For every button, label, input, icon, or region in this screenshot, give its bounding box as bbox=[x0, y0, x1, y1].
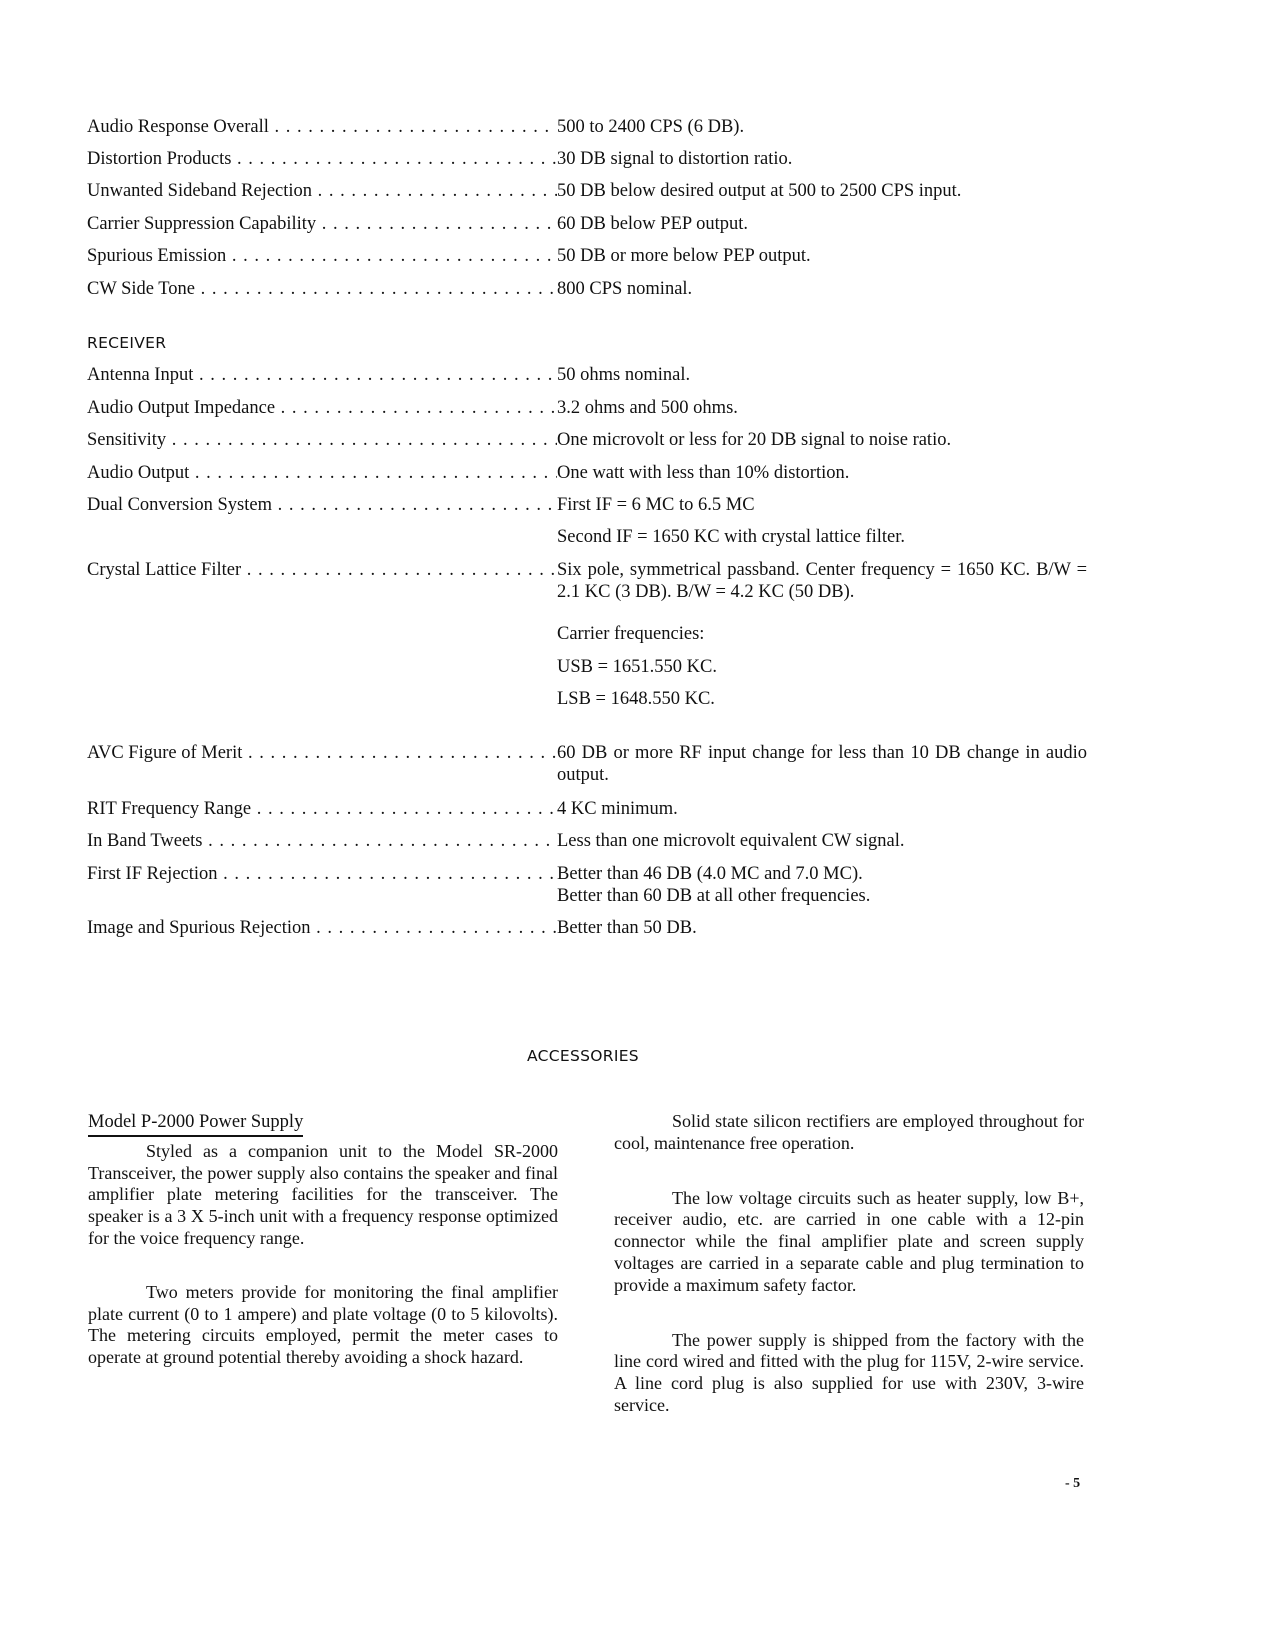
spec-value: 3.2 ohms and 500 ohms. bbox=[557, 398, 738, 418]
spec-value: First IF = 6 MC to 6.5 MC bbox=[557, 495, 755, 515]
spec-value: 50 DB below desired output at 500 to 2500 CPS input. bbox=[557, 181, 962, 201]
spec-value: 800 CPS nominal. bbox=[557, 279, 693, 299]
spec-label: Distortion Products . . . bbox=[87, 148, 557, 170]
spec-label: In Band Tweets . . . bbox=[87, 830, 557, 852]
spec-value: Six pole, symmetrical passband. Center frequency = 1650 KC. B/W = 2.1 KC (3 DB). B/W = 4.2 KC (50 DB). bbox=[557, 560, 1087, 602]
spec-value: Less than one microvolt equivalent CW signal. bbox=[557, 831, 905, 851]
spec-value: One watt with less than 10% distortion. bbox=[557, 463, 850, 483]
spec-value: 60 DB or more RF input change for less than 10 DB change in audio output. bbox=[557, 743, 1087, 785]
spec-row bbox=[87, 559, 1087, 603]
spec-value: One microvolt or less for 20 DB signal to noise ratio. bbox=[557, 430, 952, 450]
spec-row bbox=[87, 148, 1087, 170]
spec-label: CW Side Tone . . . bbox=[87, 278, 557, 300]
spec-label: AVC Figure of Merit . . . bbox=[87, 742, 557, 786]
spec-row bbox=[87, 494, 1087, 516]
paragraph: The power supply is shipped from the factory with the line cord wired and fitted with the plug for 115V, 2-wire service. A line cord plug is also supplied for use with 230V, 3-wire service. bbox=[614, 1329, 1084, 1415]
spec-row bbox=[87, 245, 1087, 267]
spec-row bbox=[87, 278, 1087, 300]
receiver-heading: RECEIVER bbox=[87, 334, 167, 352]
spec-value bbox=[557, 863, 1087, 907]
spec-label: Carrier Suppression Capability . . . bbox=[87, 213, 557, 235]
spec-value: 50 DB or more below PEP output. bbox=[557, 246, 811, 266]
paragraph: The low voltage circuits such as heater supply, low B+, receiver audio, etc. are carried in one cable with a 12-pin connector while the final amplifier plate and screen supply voltages are carried in a separate cable and plug termination to provide a maximum safety factor. bbox=[614, 1187, 1084, 1295]
spec-value-continued: Second IF = 1650 KC with crystal lattice filter. bbox=[557, 527, 905, 547]
spec-label: Audio Output . . . bbox=[87, 462, 557, 484]
spec-value-line: Better than 46 DB (4.0 MC and 7.0 MC). bbox=[557, 864, 863, 884]
spec-label: Audio Output Impedance . . . bbox=[87, 397, 557, 419]
spec-label: Image and Spurious Rejection . . . bbox=[87, 917, 557, 939]
spec-row bbox=[87, 742, 1087, 786]
spec-label: RIT Frequency Range . . . bbox=[87, 798, 557, 820]
paragraph: Solid state silicon rectifiers are employed throughout for cool, maintenance free operation. bbox=[614, 1111, 1084, 1153]
spec-row bbox=[87, 180, 1087, 202]
spec-label: Sensitivity . . . bbox=[87, 429, 557, 451]
spec-row bbox=[87, 863, 1087, 907]
spec-value: Better than 50 DB. bbox=[557, 918, 697, 938]
spec-row bbox=[87, 798, 1087, 820]
right-column bbox=[614, 1111, 1084, 1449]
spec-row bbox=[87, 116, 1087, 138]
spec-value-continued: Carrier frequencies: bbox=[557, 624, 705, 644]
spec-label: Unwanted Sideband Rejection . . . bbox=[87, 180, 557, 202]
spec-row bbox=[87, 397, 1087, 419]
spec-value-line: Better than 60 DB at all other frequencies. bbox=[557, 886, 871, 906]
spec-value-continued: USB = 1651.550 KC. bbox=[557, 657, 717, 677]
spec-row bbox=[87, 462, 1087, 484]
page-number: - 5 bbox=[1065, 1476, 1081, 1491]
spec-row bbox=[87, 830, 1087, 852]
spec-row bbox=[87, 364, 1087, 386]
paragraph: Styled as a companion unit to the Model SR-2000 Transceiver, the power supply also contains the speaker and final amplifier plate metering facilities for the transceiver. The speaker is a 3 X 5-inch unit with a frequency response optimized for the voice frequency range. bbox=[88, 1140, 558, 1248]
spec-value: 4 KC minimum. bbox=[557, 799, 678, 819]
spec-label: Spurious Emission . . . bbox=[87, 245, 557, 267]
subheading: Model P-2000 Power Supply bbox=[88, 1112, 303, 1137]
accessories-heading: ACCESSORIES bbox=[527, 1047, 639, 1065]
spec-value: 60 DB below PEP output. bbox=[557, 214, 749, 234]
spec-label: Audio Response Overall . . . bbox=[87, 116, 557, 138]
spec-label: Crystal Lattice Filter . . . bbox=[87, 559, 557, 603]
spec-label: Dual Conversion System . . . bbox=[87, 494, 557, 516]
paragraph: Two meters provide for monitoring the final amplifier plate current (0 to 1 ampere) and plate voltage (0 to 5 kilovolts). The metering circuits employed, permit the meter cases to operate at ground potential thereby avoiding a shock hazard. bbox=[88, 1281, 558, 1368]
spec-label: Antenna Input . . . bbox=[87, 364, 557, 386]
spec-value-continued: LSB = 1648.550 KC. bbox=[557, 689, 715, 709]
left-column bbox=[88, 1111, 558, 1401]
spec-row bbox=[87, 213, 1087, 235]
spec-label: First IF Rejection . . . bbox=[87, 863, 557, 907]
spec-value: 500 to 2400 CPS (6 DB). bbox=[557, 117, 745, 137]
spec-row bbox=[87, 917, 1087, 939]
spec-value: 50 ohms nominal. bbox=[557, 365, 691, 385]
spec-row bbox=[87, 429, 1087, 451]
spec-value: 30 DB signal to distortion ratio. bbox=[557, 149, 793, 169]
